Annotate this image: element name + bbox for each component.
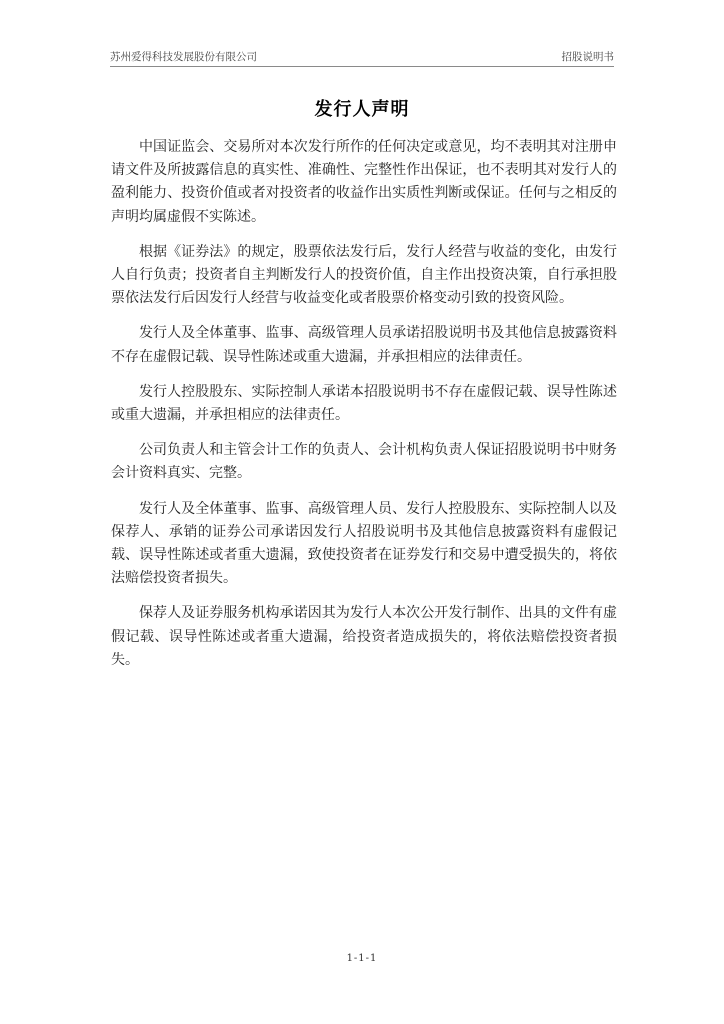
page-title: 发行人声明 — [314, 99, 410, 120]
header-company-name: 苏州爱得科技发展股份有限公司 — [110, 51, 257, 63]
page-header — [110, 48, 614, 67]
header-document-type: 招股说明书 — [561, 51, 614, 63]
declaration-body — [111, 136, 617, 684]
paragraph-6: 发行人及全体董事、监事、高级管理人员、发行人控股股东、实际控制人以及保荐人、承销的证券公司承诺因发行人招股说明书及其他信息披露资料有虚假记载、误导性陈述或者重大遗漏，致使投资者在证券发行和交易中遭受损失的，将依法赔偿投资者损失。 — [111, 500, 617, 587]
paragraph-2: 根据《证券法》的规定，股票依法发行后，发行人经营与收益的变化，由发行人自行负责；投资者自主判断发行人的投资价值，自主作出投资决策，自行承担股票依法发行后因发行人经营与收益变化或者股票价格变动引致的投资风险。 — [111, 243, 617, 307]
paragraph-7: 保荐人及证券服务机构承诺因其为发行人本次公开发行制作、出具的文件有虚假记载、误导性陈述或者重大遗漏，给投资者造成损失的，将依法赔偿投资者损失。 — [111, 605, 617, 668]
page-number: 1-1-1 — [346, 953, 378, 964]
paragraph-5: 公司负责人和主管会计工作的负责人、会计机构负责人保证招股说明书中财务会计资料真实、完整。 — [111, 442, 617, 482]
paragraph-1: 中国证监会、交易所对本次发行所作的任何决定或意见，均不表明其对注册申请文件及所披露信息的真实性、准确性、完整性作出保证，也不表明其对发行人的盈利能力、投资价值或者对投资者的收益作出实质性判断或保证。任何与之相反的声明均属虚假不实陈述。 — [111, 139, 617, 225]
paragraph-4: 发行人控股股东、实际控制人承诺本招股说明书不存在虚假记载、误导性陈述或重大遗漏，并承担相应的法律责任。 — [111, 383, 617, 424]
paragraph-3: 发行人及全体董事、监事、高级管理人员承诺招股说明书及其他信息披露资料不存在虚假记载、误导性陈述或重大遗漏，并承担相应的法律责任。 — [111, 325, 617, 365]
